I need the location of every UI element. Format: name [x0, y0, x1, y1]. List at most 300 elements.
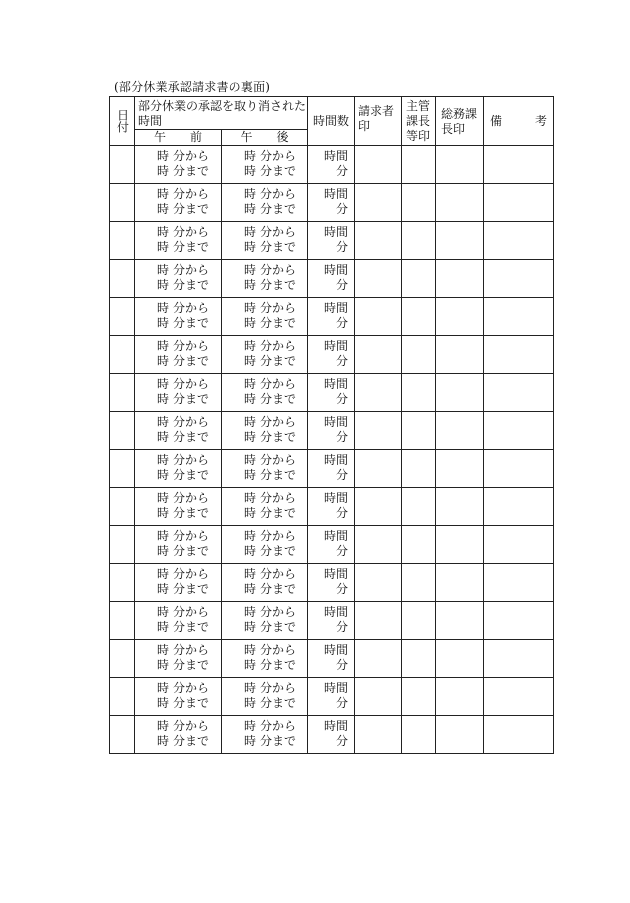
to-minutes: 分まで [259, 506, 296, 520]
remarks-cell[interactable] [484, 488, 554, 526]
chief-seal-cell[interactable] [402, 412, 436, 450]
hours-unit: 時間 [324, 567, 349, 581]
hour-unit: 時 [156, 377, 169, 391]
hour-unit: 時 [243, 719, 256, 733]
hour-unit: 時 [156, 719, 169, 733]
header-row-1 [110, 97, 554, 130]
hour-unit: 時 [243, 339, 256, 353]
header-chief-seal: 主管課長等印 [402, 97, 436, 146]
from-minutes: 分から [172, 415, 209, 429]
to-minutes: 分まで [172, 658, 209, 672]
hour-unit: 時 [243, 734, 256, 748]
remarks-cell[interactable] [484, 526, 554, 564]
minutes-unit: 分 [336, 430, 349, 444]
remarks-cell[interactable] [484, 222, 554, 260]
to-minutes: 分まで [172, 240, 209, 254]
hours-unit: 時間 [324, 491, 349, 505]
hour-unit: 時 [156, 567, 169, 581]
hours-cell[interactable] [308, 336, 355, 374]
hour-unit: 時 [156, 339, 169, 353]
record-row [110, 260, 554, 298]
requester-seal-cell[interactable] [355, 146, 402, 184]
hours-unit: 時間 [324, 263, 349, 277]
pm-time-cell[interactable] [222, 298, 308, 336]
record-row [110, 564, 554, 602]
header-pm: 午 後 [222, 130, 308, 146]
to-minutes: 分まで [259, 620, 296, 634]
from-minutes: 分から [172, 453, 209, 467]
date-cell[interactable] [110, 374, 135, 412]
chief-seal-cell[interactable] [402, 184, 436, 222]
chief-seal-cell[interactable] [402, 336, 436, 374]
from-minutes: 分から [172, 529, 209, 543]
minutes-unit: 分 [336, 240, 349, 254]
record-row [110, 678, 554, 716]
hour-unit: 時 [156, 240, 169, 254]
hour-unit: 時 [156, 415, 169, 429]
from-minutes: 分から [172, 377, 209, 391]
minutes-unit: 分 [336, 620, 349, 634]
chief-seal-cell[interactable] [402, 564, 436, 602]
to-minutes: 分まで [172, 696, 209, 710]
pm-time-cell[interactable] [222, 146, 308, 184]
hour-unit: 時 [243, 392, 256, 406]
date-cell[interactable] [110, 336, 135, 374]
to-minutes: 分まで [259, 658, 296, 672]
date-cell[interactable] [110, 184, 135, 222]
date-cell[interactable] [110, 678, 135, 716]
to-minutes: 分まで [172, 316, 209, 330]
am-time-cell[interactable] [135, 146, 222, 184]
general-affairs-seal-cell[interactable] [436, 336, 484, 374]
minutes-unit: 分 [336, 582, 349, 596]
hour-unit: 時 [156, 453, 169, 467]
pm-time-cell[interactable] [222, 450, 308, 488]
hours-cell[interactable] [308, 260, 355, 298]
requester-seal-cell[interactable] [355, 260, 402, 298]
date-cell[interactable] [110, 146, 135, 184]
am-time-cell[interactable] [135, 526, 222, 564]
record-row [110, 222, 554, 260]
from-minutes: 分から [172, 643, 209, 657]
general-affairs-seal-cell[interactable] [436, 374, 484, 412]
hour-unit: 時 [156, 392, 169, 406]
header-general-affairs-seal: 総務課長印 [436, 97, 484, 146]
hour-unit: 時 [243, 681, 256, 695]
general-affairs-seal-cell[interactable] [436, 222, 484, 260]
general-affairs-seal-cell[interactable] [436, 412, 484, 450]
minutes-unit: 分 [336, 544, 349, 558]
date-cell[interactable] [110, 716, 135, 754]
from-minutes: 分から [172, 605, 209, 619]
date-cell[interactable] [110, 526, 135, 564]
pm-time-cell[interactable] [222, 678, 308, 716]
hour-unit: 時 [156, 506, 169, 520]
hours-unit: 時間 [324, 377, 349, 391]
record-row [110, 374, 554, 412]
hours-cell[interactable] [308, 602, 355, 640]
remarks-cell[interactable] [484, 602, 554, 640]
to-minutes: 分まで [259, 392, 296, 406]
am-time-cell[interactable] [135, 564, 222, 602]
hour-unit: 時 [156, 301, 169, 315]
hour-unit: 時 [243, 240, 256, 254]
requester-seal-cell[interactable] [355, 298, 402, 336]
pm-time-cell[interactable] [222, 184, 308, 222]
am-time-cell[interactable] [135, 298, 222, 336]
to-minutes: 分まで [259, 734, 296, 748]
record-row [110, 488, 554, 526]
hour-unit: 時 [243, 354, 256, 368]
header-cancelled-period: 部分休業の承認を取り消された時間 [135, 97, 308, 130]
date-cell[interactable] [110, 488, 135, 526]
hours-cell[interactable] [308, 488, 355, 526]
hour-unit: 時 [156, 149, 169, 163]
hour-unit: 時 [243, 316, 256, 330]
hours-cell[interactable] [308, 298, 355, 336]
hour-unit: 時 [243, 544, 256, 558]
from-minutes: 分から [172, 149, 209, 163]
to-minutes: 分まで [259, 316, 296, 330]
to-minutes: 分まで [172, 278, 209, 292]
hours-unit: 時間 [324, 301, 349, 315]
header-remarks-right: 考 [535, 113, 548, 128]
pm-time-cell[interactable] [222, 260, 308, 298]
from-minutes: 分から [259, 149, 296, 163]
remarks-cell[interactable] [484, 412, 554, 450]
chief-seal-cell[interactable] [402, 260, 436, 298]
minutes-unit: 分 [336, 658, 349, 672]
am-time-cell[interactable] [135, 336, 222, 374]
remarks-cell[interactable] [484, 374, 554, 412]
chief-seal-cell[interactable] [402, 526, 436, 564]
record-row [110, 640, 554, 678]
hour-unit: 時 [243, 164, 256, 178]
chief-seal-cell[interactable] [402, 640, 436, 678]
hours-unit: 時間 [324, 415, 349, 429]
record-row [110, 184, 554, 222]
hour-unit: 時 [156, 491, 169, 505]
chief-seal-cell[interactable] [402, 146, 436, 184]
hour-unit: 時 [156, 430, 169, 444]
record-row [110, 412, 554, 450]
minutes-unit: 分 [336, 468, 349, 482]
hours-cell[interactable] [308, 412, 355, 450]
from-minutes: 分から [259, 453, 296, 467]
requester-seal-cell[interactable] [355, 640, 402, 678]
hour-unit: 時 [243, 225, 256, 239]
requester-seal-cell[interactable] [355, 678, 402, 716]
requester-seal-cell[interactable] [355, 716, 402, 754]
from-minutes: 分から [172, 263, 209, 277]
am-time-cell[interactable] [135, 184, 222, 222]
hour-unit: 時 [156, 529, 169, 543]
hour-unit: 時 [243, 468, 256, 482]
record-row [110, 146, 554, 184]
record-row [110, 336, 554, 374]
hour-unit: 時 [243, 263, 256, 277]
remarks-cell[interactable] [484, 184, 554, 222]
hour-unit: 時 [156, 643, 169, 657]
am-time-cell[interactable] [135, 412, 222, 450]
general-affairs-seal-cell[interactable] [436, 184, 484, 222]
to-minutes: 分まで [172, 164, 209, 178]
hour-unit: 時 [243, 202, 256, 216]
chief-seal-cell[interactable] [402, 488, 436, 526]
from-minutes: 分から [172, 301, 209, 315]
hours-cell[interactable] [308, 526, 355, 564]
date-cell[interactable] [110, 450, 135, 488]
hour-unit: 時 [156, 468, 169, 482]
header-am: 午 前 [135, 130, 222, 146]
chief-seal-cell[interactable] [402, 716, 436, 754]
pm-time-cell[interactable] [222, 526, 308, 564]
hour-unit: 時 [243, 605, 256, 619]
from-minutes: 分から [259, 301, 296, 315]
remarks-cell[interactable] [484, 640, 554, 678]
hour-unit: 時 [156, 263, 169, 277]
cancellation-record-table [109, 96, 554, 754]
requester-seal-cell[interactable] [355, 564, 402, 602]
hour-unit: 時 [156, 225, 169, 239]
hour-unit: 時 [156, 620, 169, 634]
am-time-cell[interactable] [135, 678, 222, 716]
remarks-cell[interactable] [484, 298, 554, 336]
from-minutes: 分から [259, 605, 296, 619]
hours-unit: 時間 [324, 149, 349, 163]
from-minutes: 分から [259, 719, 296, 733]
general-affairs-seal-cell[interactable] [436, 450, 484, 488]
to-minutes: 分まで [259, 430, 296, 444]
general-affairs-seal-cell[interactable] [436, 716, 484, 754]
date-cell[interactable] [110, 222, 135, 260]
date-cell[interactable] [110, 564, 135, 602]
header-remarks [484, 97, 554, 146]
from-minutes: 分から [172, 567, 209, 581]
hour-unit: 時 [243, 529, 256, 543]
requester-seal-cell[interactable] [355, 450, 402, 488]
requester-seal-cell[interactable] [355, 222, 402, 260]
from-minutes: 分から [172, 187, 209, 201]
to-minutes: 分まで [259, 164, 296, 178]
hour-unit: 時 [156, 544, 169, 558]
hours-unit: 時間 [324, 643, 349, 657]
to-minutes: 分まで [172, 506, 209, 520]
hours-cell[interactable] [308, 222, 355, 260]
remarks-cell[interactable] [484, 678, 554, 716]
hours-cell[interactable] [308, 146, 355, 184]
record-row [110, 602, 554, 640]
pm-time-cell[interactable] [222, 412, 308, 450]
hour-unit: 時 [156, 354, 169, 368]
to-minutes: 分まで [172, 734, 209, 748]
pm-time-cell[interactable] [222, 374, 308, 412]
chief-seal-cell[interactable] [402, 602, 436, 640]
minutes-unit: 分 [336, 202, 349, 216]
record-row [110, 450, 554, 488]
chief-seal-cell[interactable] [402, 374, 436, 412]
am-time-cell[interactable] [135, 602, 222, 640]
pm-time-cell[interactable] [222, 640, 308, 678]
to-minutes: 分まで [172, 544, 209, 558]
hours-cell[interactable] [308, 184, 355, 222]
hour-unit: 時 [243, 377, 256, 391]
from-minutes: 分から [259, 263, 296, 277]
record-row [110, 526, 554, 564]
general-affairs-seal-cell[interactable] [436, 146, 484, 184]
requester-seal-cell[interactable] [355, 374, 402, 412]
header-remarks-left: 備 [490, 113, 503, 128]
from-minutes: 分から [259, 187, 296, 201]
hour-unit: 時 [243, 506, 256, 520]
requester-seal-cell[interactable] [355, 602, 402, 640]
hour-unit: 時 [156, 316, 169, 330]
to-minutes: 分まで [172, 202, 209, 216]
date-cell[interactable] [110, 602, 135, 640]
to-minutes: 分まで [259, 278, 296, 292]
general-affairs-seal-cell[interactable] [436, 602, 484, 640]
hour-unit: 時 [243, 278, 256, 292]
am-time-cell[interactable] [135, 450, 222, 488]
remarks-cell[interactable] [484, 336, 554, 374]
general-affairs-seal-cell[interactable] [436, 640, 484, 678]
from-minutes: 分から [259, 681, 296, 695]
am-time-cell[interactable] [135, 374, 222, 412]
requester-seal-cell[interactable] [355, 184, 402, 222]
remarks-cell[interactable] [484, 146, 554, 184]
hour-unit: 時 [156, 658, 169, 672]
hour-unit: 時 [243, 187, 256, 201]
hours-cell[interactable] [308, 640, 355, 678]
to-minutes: 分まで [259, 696, 296, 710]
hours-unit: 時間 [324, 453, 349, 467]
form-caption: (部分休業承認請求書の裏面) [114, 80, 271, 94]
to-minutes: 分まで [172, 468, 209, 482]
requester-seal-cell[interactable] [355, 526, 402, 564]
chief-seal-cell[interactable] [402, 298, 436, 336]
minutes-unit: 分 [336, 734, 349, 748]
chief-seal-cell[interactable] [402, 222, 436, 260]
date-cell[interactable] [110, 412, 135, 450]
from-minutes: 分から [259, 529, 296, 543]
hours-unit: 時間 [324, 187, 349, 201]
general-affairs-seal-cell[interactable] [436, 260, 484, 298]
minutes-unit: 分 [336, 392, 349, 406]
date-cell[interactable] [110, 640, 135, 678]
pm-time-cell[interactable] [222, 488, 308, 526]
hour-unit: 時 [156, 696, 169, 710]
pm-time-cell[interactable] [222, 716, 308, 754]
hour-unit: 時 [243, 582, 256, 596]
general-affairs-seal-cell[interactable] [436, 678, 484, 716]
hour-unit: 時 [156, 164, 169, 178]
am-time-cell[interactable] [135, 488, 222, 526]
header-date: 日付 [110, 97, 135, 146]
hour-unit: 時 [156, 681, 169, 695]
hour-unit: 時 [243, 658, 256, 672]
requester-seal-cell[interactable] [355, 336, 402, 374]
from-minutes: 分から [172, 681, 209, 695]
minutes-unit: 分 [336, 316, 349, 330]
hour-unit: 時 [243, 620, 256, 634]
to-minutes: 分まで [259, 354, 296, 368]
hours-cell[interactable] [308, 374, 355, 412]
hours-unit: 時間 [324, 529, 349, 543]
hour-unit: 時 [243, 643, 256, 657]
date-cell[interactable] [110, 298, 135, 336]
hour-unit: 時 [156, 734, 169, 748]
hour-unit: 時 [243, 567, 256, 581]
general-affairs-seal-cell[interactable] [436, 526, 484, 564]
hours-cell[interactable] [308, 450, 355, 488]
remarks-cell[interactable] [484, 716, 554, 754]
record-row [110, 298, 554, 336]
am-time-cell[interactable] [135, 716, 222, 754]
pm-time-cell[interactable] [222, 222, 308, 260]
pm-time-cell[interactable] [222, 336, 308, 374]
hours-unit: 時間 [324, 719, 349, 733]
hours-unit: 時間 [324, 225, 349, 239]
to-minutes: 分まで [172, 620, 209, 634]
hour-unit: 時 [243, 453, 256, 467]
to-minutes: 分まで [259, 202, 296, 216]
general-affairs-seal-cell[interactable] [436, 488, 484, 526]
pm-time-cell[interactable] [222, 564, 308, 602]
general-affairs-seal-cell[interactable] [436, 564, 484, 602]
hours-cell[interactable] [308, 678, 355, 716]
from-minutes: 分から [172, 339, 209, 353]
date-cell[interactable] [110, 260, 135, 298]
minutes-unit: 分 [336, 696, 349, 710]
from-minutes: 分から [259, 491, 296, 505]
requester-seal-cell[interactable] [355, 488, 402, 526]
from-minutes: 分から [259, 377, 296, 391]
to-minutes: 分まで [259, 544, 296, 558]
hour-unit: 時 [243, 696, 256, 710]
hours-cell[interactable] [308, 564, 355, 602]
requester-seal-cell[interactable] [355, 412, 402, 450]
hour-unit: 時 [156, 202, 169, 216]
from-minutes: 分から [172, 719, 209, 733]
hours-unit: 時間 [324, 605, 349, 619]
pm-time-cell[interactable] [222, 602, 308, 640]
from-minutes: 分から [172, 491, 209, 505]
minutes-unit: 分 [336, 506, 349, 520]
to-minutes: 分まで [259, 240, 296, 254]
am-time-cell[interactable] [135, 640, 222, 678]
minutes-unit: 分 [336, 354, 349, 368]
remarks-cell[interactable] [484, 564, 554, 602]
to-minutes: 分まで [172, 582, 209, 596]
chief-seal-cell[interactable] [402, 450, 436, 488]
from-minutes: 分から [259, 339, 296, 353]
hour-unit: 時 [243, 430, 256, 444]
minutes-unit: 分 [336, 164, 349, 178]
am-time-cell[interactable] [135, 222, 222, 260]
to-minutes: 分まで [259, 468, 296, 482]
remarks-cell[interactable] [484, 260, 554, 298]
hours-unit: 時間 [324, 681, 349, 695]
hour-unit: 時 [243, 491, 256, 505]
to-minutes: 分まで [259, 582, 296, 596]
am-time-cell[interactable] [135, 260, 222, 298]
minutes-unit: 分 [336, 278, 349, 292]
chief-seal-cell[interactable] [402, 678, 436, 716]
to-minutes: 分まで [172, 354, 209, 368]
general-affairs-seal-cell[interactable] [436, 298, 484, 336]
hours-cell[interactable] [308, 716, 355, 754]
remarks-cell[interactable] [484, 450, 554, 488]
